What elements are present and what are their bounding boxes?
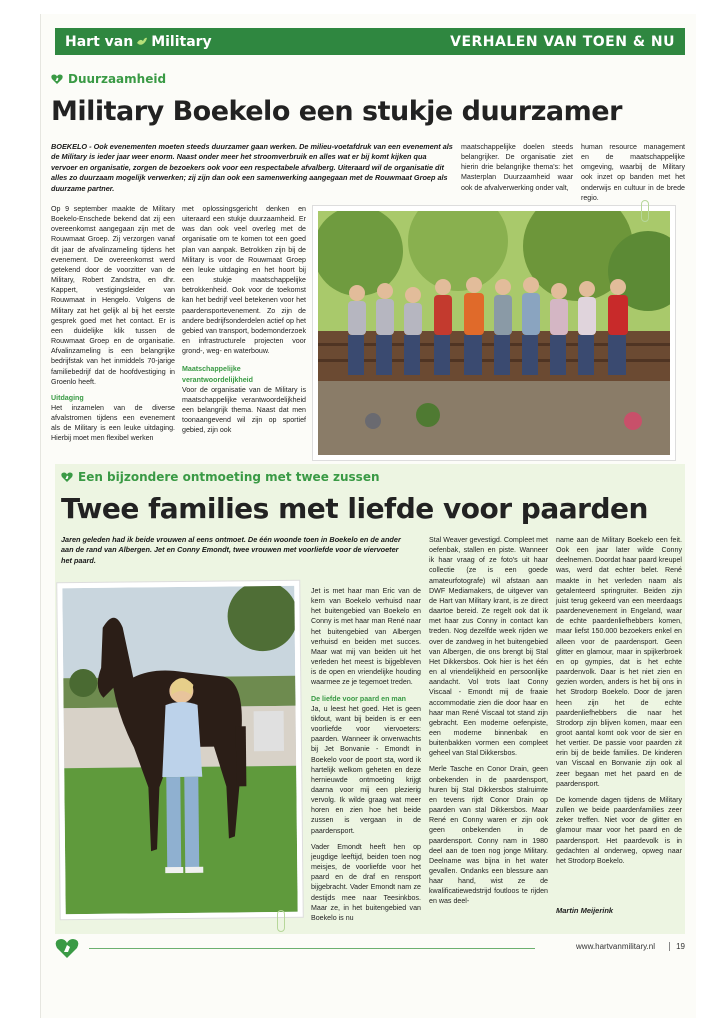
article1-col1-p1: Op 9 september maakte de Military Boekelo-Enschede bekend dat zij een overeenkomst aangegaan zijn met de Rouwmaat Groep. Zij verzorgen vanaf dit jaar de afvalinzameling tijdens het evenement. De overeenkomst werd getekend door de voorzitter van de Military, Robert Zandstra, en dhr. Kappert, vestigingsleider van Rouwmaat in Hengelo. Volgens de Military zat het gelijk al bij het eerste gesprek goed met het contact. Er is een duidelijke klik tussen de Rouwmaat Groep en de organisatie. Afvalinzameling is een belangrijke bedrijfstak van het inmiddels 70-jarige familiebedrijf dat de hoofdvestiging in Groenlo heeft. bbox=[51, 205, 175, 386]
article1-col4-top: human resource management en de maatschappelijke omgeving, waarbij de Military ook inzet op banden met het onderwijs en cultuur in de brede regio. bbox=[581, 143, 685, 202]
author-signature: Martin Meijerink bbox=[556, 906, 614, 915]
paperclip-decoration bbox=[277, 910, 285, 932]
heart-horse-icon bbox=[55, 936, 79, 960]
article2-kicker-text: Een bijzondere ontmoeting met twee zussen bbox=[78, 470, 380, 484]
article1-col1 bbox=[51, 204, 175, 444]
heart-horse-icon bbox=[61, 471, 73, 483]
article1-title: Military Boekelo een stukje duurzamer bbox=[51, 96, 622, 127]
article1-col2 bbox=[182, 204, 306, 435]
article2-kicker bbox=[61, 470, 380, 484]
article1-kicker-text: Duurzaamheid bbox=[68, 72, 167, 86]
brand-left: Hart van bbox=[65, 33, 134, 50]
brand-right: Military bbox=[151, 33, 212, 50]
article2-col-b-p1: Stal Weaver gevestigd. Compleet met oefenbak, stallen en piste. Wanneer ik haar vraag of ze foto's uit haar collectie (ze is een goede amateurfotografe) wil afstaan aan DWF Mediamakers, de uitgever van de Hart van Military krant, is ze direct daartoe bereid. Ze regelt ook dat ik met haar zus Conny in contact kan treden. Nog dezelfde week rijden we over de zandweg in het buitengebied van Albergen, die ons brengt bij Stal Het Dikkersbos. Ook hier is het één en al vriendelijkheid en persoonlijke aandacht. Vol trots laat Conny Viscaal - Emondt mij de fraaie accommodatie zien die door haar en haar man René Viscaal tot stand zijn gebracht. Een moderne oefenpiste, een moderne binnenbak en buitenbakken vormen een compleet geheel van Stal Dikkersbos. bbox=[429, 536, 548, 758]
page-footer bbox=[55, 934, 685, 962]
page-number: 19 bbox=[669, 942, 685, 951]
section-title: VERHALEN VAN TOEN & NU bbox=[450, 33, 675, 50]
footer-divider bbox=[89, 948, 535, 949]
article1-col3-top: maatschappelijke doelen steeds belangrijker. De organisatie ziet hierin drie belangrijke thema's: het Masterplan Duurzaamheid waar ook de afvalverwerking onder valt, bbox=[461, 143, 573, 192]
article2-col-a-subhead: De liefde voor paard en man bbox=[311, 694, 407, 703]
article2-col-a-p3: Vader Emondt heeft hen op jeugdige leeftijd, beiden toen nog meisjes, de voorliefde voor het paard en de draf en rensport bijgebracht. Vader Emondt nam ze destijds mee naar Teesinkbos. Maar ze, in het buitengebied van Boekelo is nu bbox=[311, 842, 421, 922]
paperclip-decoration bbox=[641, 200, 649, 222]
horse-photo bbox=[57, 581, 303, 920]
article2-lead: Jaren geleden had ik beide vrouwen al eens ontmoet. De één woonde toen in Boekelo en de ander aan de rand van Albergen. Jet en Conny Emondt, twee vrouwen met voorliefde voor de viervoeter het paard. bbox=[61, 535, 401, 565]
article2-col-c bbox=[556, 535, 682, 866]
bird-icon bbox=[136, 36, 148, 48]
article2-col-c-p1: name aan de Military Boekelo een feit. Ook een jaar later wilde Conny deelnemen. Doordat haar paard kreupel was, werd dat echter belet. René maakte in het verleden naam als getalenteerd springruiter. Beiden zijn juist terug gekeerd van een meerdaags paardenevenement in Engeland, waar de echte paardenliefhebbers komen, maar liefst 150.000 bezoekers enkel en alleen voor de paardensport. Geen glitter en glamour, maar in spijkerbroek en op gympies, dat is het echte paardenvolk. Daar is het niet zien en gezien worden, anders is het bij ons in het Strodorp Boekelo. Door de jaren heen zijn het de echte paardenliefhebbers die naar het Strodorp zijn blijven komen, maar een groot aantal komt ook voor de sier en het vertier. De passie voor paarden zit erin bij de beide families. De kinderen van Viscaal en Bonvanie zijn ook al zeer begaan met het paard en de paardensport. bbox=[556, 536, 682, 788]
article2-col-c-p2: De komende dagen tijdens de Military zullen we beide paardenfamilies zeer zeker treffen. Niet voor de glitter en glamour maar voor het paard en de paardensport. Het paardevolk is in gedachten al onderweg, opweg naar het Strodorp Boekelo. bbox=[556, 795, 682, 865]
article2-col-a-p2: Ja, u leest het goed. Het is geen tikfout, want bij beiden is er een voorliefde voor viervoeters: paarden. Wanneer ik onverwachts bij Jet Bonvanie - Emondt in Boekelo voor de poort sta, word ik hartelijk welkom geheten en deze hernieuwde ontmoeting krijgt daarna voor mij een plezierig vervolg. Ik wilde graag wat meer horen en zien hoe het beide zussen is vergaan in de paardensport. bbox=[311, 704, 421, 835]
newspaper-page bbox=[40, 14, 696, 1018]
article2-col-b-p2: Merle Tasche en Conor Drain, geen onbekenden in de paardensport, huren bij Stal Dikkersbos stalruimte en tevens rijdt Conor Drain op paarden van stal Dikkersbos. Maar René en Conny waren er zijn ook geen onbekenden in de paardensport. Conny nam in 1980 deel aan de toen nog jonge Military. Deelname was bijna in het water gevallen. Ondanks een blessure aan haar hand, wist ze de kwalificatiewedstrijd foutloos te rijden en was deel- bbox=[429, 765, 548, 906]
article2-title: Twee families met liefde voor paarden bbox=[61, 492, 648, 525]
article2-col-a bbox=[311, 586, 421, 923]
article1-col1-p2: Het inzamelen van de diverse afvalstromen tijdens een evenement als de Military is een leuke uitdaging. Hierbij moet men flexibel werken bbox=[51, 403, 175, 443]
article1-col1-subhead: Uitdaging bbox=[51, 393, 84, 402]
children-photo bbox=[313, 206, 675, 460]
article2-col-a-p1: Jet is met haar man Eric van de kern van Boekelo verhuisd naar het buitengebied van Boekelo en Conny is met haar man René naar het buitengebied van Albergen verhuisd en beiden met succes. Maar wat mij van beiden uit het verleden het meest is bijgebleven is de open en vriendelijke houding waarmee ze je tegemoet treden. bbox=[311, 587, 421, 687]
children-on-bench-image bbox=[318, 211, 670, 455]
article1-lead: BOEKELO - Ook evenementen moeten steeds duurzamer gaan werken. De milieu-voetafdruk van een evenement als de Military is ieder jaar weer enorm. Naast onder meer het stroomverbruik en alles wat er bij komt kijken qua vervoer en organisatie, zorgen de bezoekers ook voor een respectabele afvalberg. Uiteraard wil de organisatie dit alles zo duurzaam mogelijk verwerken; zij zijn dan ook een samenwerking aangegaan met de Rouwmaat Groep als duurzame partner. bbox=[51, 142, 453, 193]
article1-col2-subhead: Maatschappelijke verantwoordelijkheid bbox=[182, 365, 253, 384]
article1-col2-p1: met oplossingsgericht denken en uiteraard een stukje duurzaamheid. Er was dan ook veel overleg met de organisatie om te komen tot een goed plan van aanpak. Betrokken zijn bij de Military is voor de Rouwmaat Groep een leuke uitdaging en het hoort bij een stukje maatschappelijke betrokkenheid. Ook voor de toekomst kan het bedrijf veel betekenen voor het paardensportevenement. Zo zijn de andere bedrijfsonderdelen actief op het gebied van transport, bodemonderzoek en infrastructurele projecten voor grond-, weg- en waterbouw. bbox=[182, 205, 306, 356]
woman-with-horse-image bbox=[62, 586, 297, 914]
article1-kicker bbox=[51, 72, 166, 86]
brand-logo bbox=[65, 34, 212, 50]
page-header bbox=[55, 28, 685, 55]
article2-col-b bbox=[429, 535, 548, 907]
heart-horse-icon bbox=[51, 73, 63, 85]
footer-url[interactable]: www.hartvanmilitary.nl bbox=[576, 942, 655, 951]
article1-col2-p2: Voor de organisatie van de Military is maatschappelijke verantwoordelijkheid een belangrijk thema. Naast dat men toonaangevend wil zijn op sportief gebied, zijn ook bbox=[182, 385, 306, 435]
